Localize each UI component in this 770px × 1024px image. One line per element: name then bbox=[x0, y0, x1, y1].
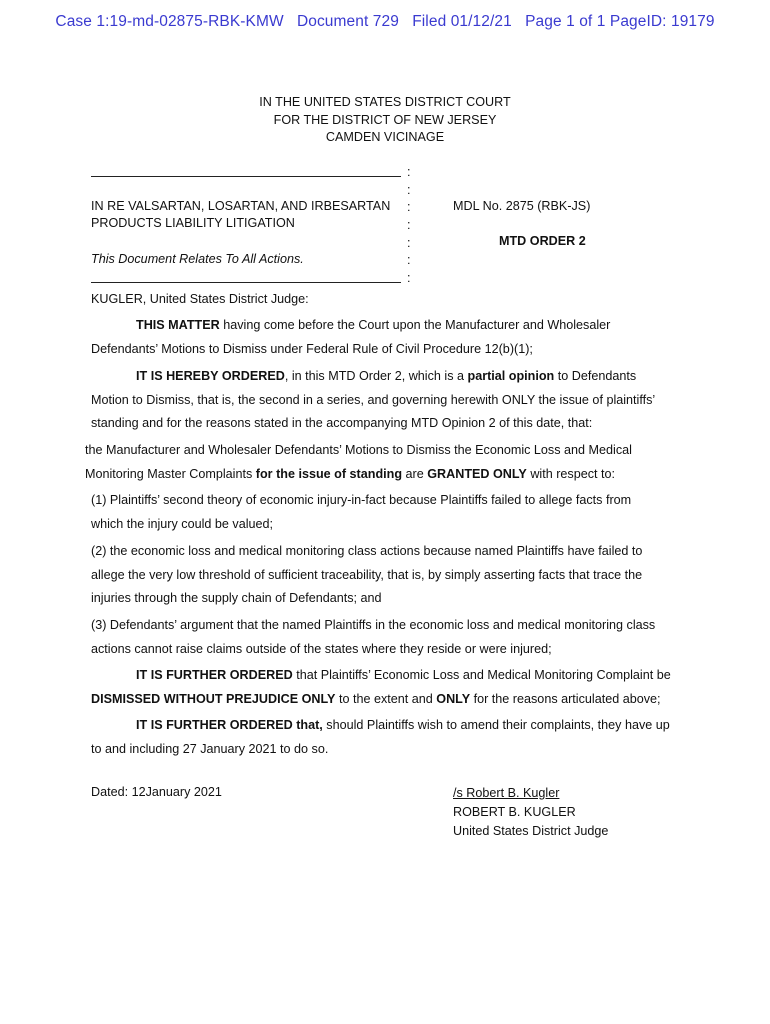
court-line-1: IN THE UNITED STATES DISTRICT COURT bbox=[259, 95, 511, 109]
dated-line: Dated: 12January 2021 bbox=[91, 785, 222, 799]
case-number: Case 1:19-md-02875-RBK-KMW bbox=[55, 13, 284, 30]
judge-title: United States District Judge bbox=[453, 824, 609, 838]
signature: /s Robert B. Kugler bbox=[453, 786, 560, 800]
court-heading bbox=[0, 94, 770, 147]
court-line-2: FOR THE DISTRICT OF NEW JERSEY bbox=[273, 112, 497, 127]
case-caption bbox=[91, 198, 390, 232]
caption-rule-top bbox=[91, 176, 401, 177]
caption-colons: : : : : : : : bbox=[407, 165, 411, 286]
document-number: Document 729 bbox=[296, 13, 399, 30]
order-title: MTD ORDER 2 bbox=[499, 234, 586, 248]
judge-intro: KUGLER, United States District Judge: bbox=[91, 292, 309, 306]
list-item-1: (1) Plaintiffs’ second theory of economic injury-in-fact because Plaintiffs failed to allege facts from which the injury could be valued; bbox=[91, 493, 632, 531]
page-number: Page 1 of 1 bbox=[525, 13, 606, 30]
case-caption-line-1: IN RE VALSARTAN, LOSARTAN, AND IRBESARTAN bbox=[91, 199, 391, 213]
paragraph-hereby-ordered: IT IS HEREBY ORDERED, in this MTD Order 2, which is a partial opinion to Defendants Motion to Dismiss, that is, the second in a series, and governing herewith ONLY the issue of plaintiffs’ standing and for the reasons stated in the accompanying MTD Opinion 2 of this date, that: bbox=[91, 369, 656, 430]
court-line-3: CAMDEN VICINAGE bbox=[325, 130, 445, 144]
list-item-3: (3) Defendants’ argument that the named Plaintiffs in the economic loss and medical monitoring class actions cannot raise claims outside of the states where they reside or were injured; bbox=[91, 618, 656, 656]
list-item-2: (2) the economic loss and medical monitoring class actions because named Plaintiffs have failed to allege the very low threshold of sufficient traceability, that is, by simply asserting facts that trace the injuries through the supply chain of Defendants; and bbox=[91, 544, 643, 605]
case-caption-line-2: PRODUCTS LIABILITY LITIGATION bbox=[91, 216, 295, 230]
relates-note: This Document Relates To All Actions. bbox=[91, 252, 304, 266]
signature-block bbox=[453, 784, 608, 841]
paragraph-further-ordered: IT IS FURTHER ORDERED that Plaintiffs’ Economic Loss and Medical Monitoring Complaint be DISMISSED WITHOUT PREJUDICE ONLY to the extent and ONLY for the reasons articulated above; bbox=[91, 668, 671, 706]
judge-name: ROBERT B. KUGLER bbox=[453, 805, 576, 819]
mdl-number: MDL No. 2875 (RBK-JS) bbox=[453, 199, 591, 213]
paragraph-this-matter: THIS MATTER having come before the Court upon the Manufacturer and Wholesaler Defendants’ Motions to Dismiss under Federal Rule of Civil Procedure 12(b)(1); bbox=[91, 318, 611, 356]
paragraph-granted: the Manufacturer and Wholesaler Defendants’ Motions to Dismiss the Economic Loss and Medical Monitoring Master Complaints for the issue of standing are GRANTED ONLY with respect to: bbox=[85, 443, 632, 481]
caption-rule-bottom bbox=[91, 282, 401, 283]
filing-header bbox=[0, 13, 770, 31]
filed-date: Filed 01/12/21 bbox=[412, 13, 512, 30]
page-id: PageID: 19179 bbox=[609, 13, 715, 30]
paragraph-amend: IT IS FURTHER ORDERED that, should Plaintiffs wish to amend their complaints, they have up to and including 27 January 2021 to do so. bbox=[91, 718, 670, 756]
